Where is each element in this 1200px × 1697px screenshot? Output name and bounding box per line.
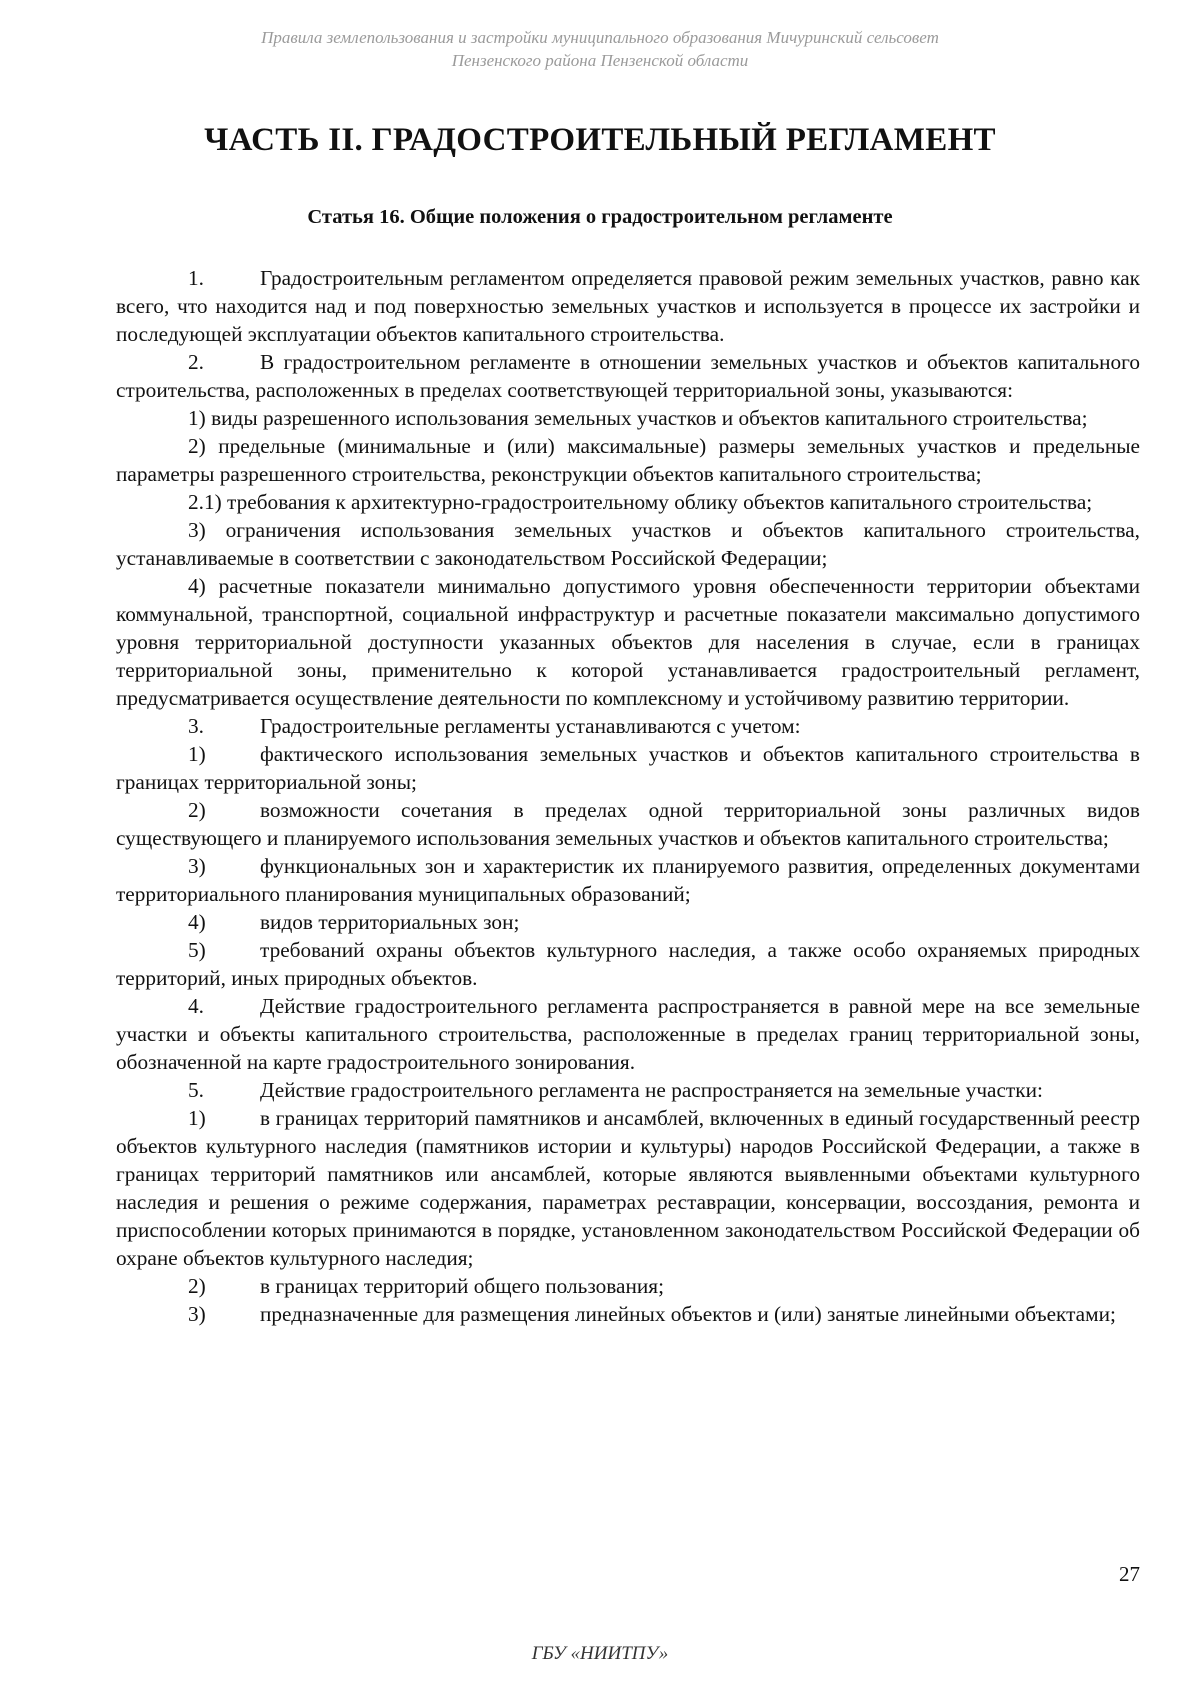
- paragraph-number: 5.: [188, 1078, 204, 1102]
- paragraph-number: 1.: [188, 266, 204, 290]
- item-text: возможности сочетания в пределах одной территориальной зоны различных видов существующего и планируемого использования земельных участков и объектов капитального строительства;: [116, 798, 1140, 850]
- item-text: в границах территорий памятников и ансамблей, включенных в единый государственный реестр объектов культурного наследия (памятников истории и культуры) народов Российской Федерации, а также в границах территорий памятников или ансамблей, которые являются выявленными объектами культурного наследия и решения о режиме содержания, параметрах реставрации, консервации, воссоздания, ремонта и приспособлении которых принимаются в порядке, установленном законодательством Российской Федерации об охране объектов культурного наследия;: [116, 1106, 1140, 1270]
- document-body: [116, 264, 1140, 1328]
- paragraph-number: 2.: [188, 350, 204, 374]
- list-item: 2.1) требования к архитектурно-градостроительному облику объектов капитального строительства;: [188, 490, 1093, 514]
- running-header-line-2: Пензенского района Пензенской области: [451, 51, 749, 70]
- list-item: [116, 796, 1140, 852]
- paragraph-text: В градостроительном регламенте в отношении земельных участков и объектов капитального строительства, расположенных в пределах соответствующей территориальной зоны, указываются:: [116, 350, 1140, 402]
- item-number: 3): [188, 854, 206, 878]
- running-footer: ГБУ «НИИТПУ»: [531, 1643, 669, 1664]
- paragraph-text: Действие градостроительного регламента не распространяется на земельные участки:: [260, 1078, 1043, 1102]
- item-text: видов территориальных зон;: [260, 910, 520, 934]
- item-number: 3): [188, 1302, 206, 1326]
- list-item: [116, 740, 1140, 796]
- paragraph-number: 3.: [188, 714, 204, 738]
- list-item: 3) ограничения использования земельных участков и объектов капитального строительства, устанавливаемые в соответствии с законодательством Российской Федерации;: [116, 518, 1140, 570]
- paragraph-4: [116, 992, 1140, 1076]
- running-header-line-1: Правила землепользования и застройки муниципального образования Мичуринский сельсовет: [261, 28, 939, 47]
- paragraph-text: Действие градостроительного регламента распространяется в равной мере на все земельные участки и объекты капитального строительства, расположенные в пределах границ территориальной зоны, обозначенной на карте градостроительного зонирования.: [116, 994, 1140, 1074]
- list-item: [116, 1300, 1140, 1328]
- paragraph-text: Градостроительным регламентом определяется правовой режим земельных участков, равно как всего, что находится над и под поверхностью земельных участков и используется в процессе их застройки и последующей эксплуатации объектов капитального строительства.: [116, 266, 1140, 346]
- list-item: 4) расчетные показатели минимально допустимого уровня обеспеченности территории объектами коммунальной, транспортной, социальной инфраструктур и расчетные показатели максимально допустимого уровня территориальной доступности указанных объектов для населения в случае, если в границах территориальной зоны, применительно к которой устанавливается градостроительный регламент, предусматривается осуществление деятельности по комплексному и устойчивому развитию территории.: [116, 574, 1140, 710]
- list-item: [116, 1104, 1140, 1272]
- list-item: [116, 1272, 1140, 1300]
- item-number: 2): [188, 1274, 206, 1298]
- list-item: [116, 936, 1140, 992]
- list-item: [116, 852, 1140, 908]
- item-number: 2): [188, 798, 206, 822]
- running-header: [0, 26, 1200, 72]
- list-item: [116, 908, 1140, 936]
- item-text: требований охраны объектов культурного наследия, а также особо охраняемых природных территорий, иных природных объектов.: [116, 938, 1140, 990]
- paragraph-1: [116, 264, 1140, 348]
- paragraph-5: [116, 1076, 1140, 1104]
- paragraph-2: [116, 348, 1140, 404]
- list-item: 1) виды разрешенного использования земельных участков и объектов капитального строительства;: [188, 406, 1088, 430]
- list-item: 2) предельные (минимальные и (или) максимальные) размеры земельных участков и предельные параметры разрешенного строительства, реконструкции объектов капитального строительства;: [116, 434, 1140, 486]
- item-text: предназначенные для размещения линейных объектов и (или) занятые линейными объектами;: [260, 1302, 1116, 1326]
- item-text: функциональных зон и характеристик их планируемого развития, определенных документами территориального планирования муниципальных образований;: [116, 854, 1140, 906]
- item-number: 4): [188, 910, 206, 934]
- paragraph-text: Градостроительные регламенты устанавливаются с учетом:: [260, 714, 801, 738]
- item-number: 1): [188, 1106, 206, 1130]
- page-number: 27: [1119, 1562, 1140, 1586]
- paragraph-number: 4.: [188, 994, 204, 1018]
- item-text: в границах территорий общего пользования;: [260, 1274, 665, 1298]
- item-number: 1): [188, 742, 206, 766]
- part-title: ЧАСТЬ II. ГРАДОСТРОИТЕЛЬНЫЙ РЕГЛАМЕНТ: [204, 122, 996, 158]
- article-heading: Статья 16. Общие положения о градостроительном регламенте: [307, 206, 893, 228]
- item-text: фактического использования земельных участков и объектов капитального строительства в границах территориальной зоны;: [116, 742, 1140, 794]
- paragraph-3: [116, 712, 1140, 740]
- item-number: 5): [188, 938, 206, 962]
